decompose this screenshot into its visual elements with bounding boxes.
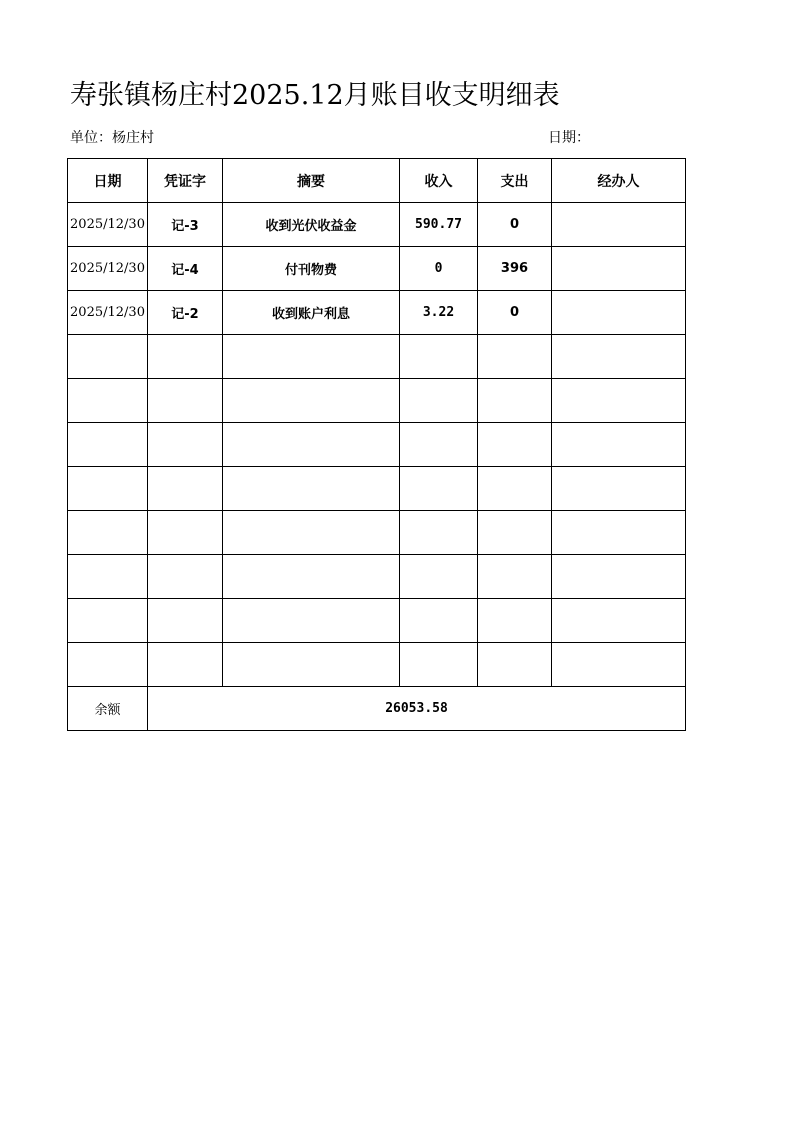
cell-handler <box>552 555 686 599</box>
table-row <box>68 379 686 423</box>
date-label: 日期： <box>548 130 590 146</box>
cell-summary <box>223 555 400 599</box>
table-header-row <box>68 159 686 203</box>
header-expense: 支出 <box>478 159 552 203</box>
cell-summary <box>223 511 400 555</box>
cell-income <box>400 643 478 687</box>
cell-income: 3.22 <box>400 291 478 335</box>
balance-row <box>68 687 686 731</box>
cell-income: 590.77 <box>400 203 478 247</box>
cell-income <box>400 555 478 599</box>
cell-handler <box>552 247 686 291</box>
cell-income <box>400 335 478 379</box>
cell-voucher <box>148 555 223 599</box>
cell-date <box>68 379 148 423</box>
cell-expense: 396 <box>478 247 552 291</box>
cell-voucher <box>148 467 223 511</box>
cell-date: 2025/12/30 <box>68 203 148 247</box>
cell-handler <box>552 467 686 511</box>
table-row <box>68 555 686 599</box>
cell-voucher <box>148 599 223 643</box>
cell-handler <box>552 643 686 687</box>
cell-date <box>68 555 148 599</box>
table-row <box>68 643 686 687</box>
cell-summary <box>223 423 400 467</box>
table-row <box>68 291 686 335</box>
header-handler: 经办人 <box>552 159 686 203</box>
cell-date: 2025/12/30 <box>68 291 148 335</box>
unit-label: 单位：杨庄村 <box>70 130 154 146</box>
cell-date <box>68 643 148 687</box>
cell-summary: 付刊物费 <box>223 247 400 291</box>
table-row <box>68 423 686 467</box>
cell-expense: 0 <box>478 291 552 335</box>
cell-handler <box>552 335 686 379</box>
cell-voucher: 记-2 <box>148 291 223 335</box>
table-row <box>68 335 686 379</box>
cell-summary <box>223 643 400 687</box>
cell-voucher: 记-3 <box>148 203 223 247</box>
cell-income <box>400 423 478 467</box>
cell-expense <box>478 467 552 511</box>
cell-date <box>68 423 148 467</box>
cell-expense <box>478 511 552 555</box>
cell-expense <box>478 555 552 599</box>
cell-expense <box>478 379 552 423</box>
header-income: 收入 <box>400 159 478 203</box>
cell-summary <box>223 379 400 423</box>
header-voucher: 凭证字 <box>148 159 223 203</box>
cell-income: 0 <box>400 247 478 291</box>
ledger-table <box>67 158 686 731</box>
cell-voucher <box>148 423 223 467</box>
cell-expense <box>478 599 552 643</box>
cell-handler <box>552 291 686 335</box>
table-row <box>68 203 686 247</box>
cell-voucher: 记-4 <box>148 247 223 291</box>
cell-summary: 收到光伏收益金 <box>223 203 400 247</box>
cell-handler <box>552 379 686 423</box>
cell-voucher <box>148 335 223 379</box>
cell-summary <box>223 599 400 643</box>
cell-expense <box>478 335 552 379</box>
balance-value: 26053.58 <box>148 687 686 731</box>
cell-income <box>400 599 478 643</box>
cell-expense: 0 <box>478 203 552 247</box>
cell-date <box>68 511 148 555</box>
table-row <box>68 467 686 511</box>
cell-date <box>68 335 148 379</box>
cell-date: 2025/12/30 <box>68 247 148 291</box>
cell-summary <box>223 467 400 511</box>
cell-expense <box>478 643 552 687</box>
cell-expense <box>478 423 552 467</box>
cell-voucher <box>148 643 223 687</box>
cell-date <box>68 467 148 511</box>
table-row <box>68 599 686 643</box>
cell-summary <box>223 335 400 379</box>
cell-voucher <box>148 379 223 423</box>
table-row <box>68 511 686 555</box>
cell-summary: 收到账户利息 <box>223 291 400 335</box>
cell-voucher <box>148 511 223 555</box>
cell-handler <box>552 511 686 555</box>
table-row <box>68 247 686 291</box>
page-title: 寿张镇杨庄村2025.12月账目收支明细表 <box>70 80 560 111</box>
cell-income <box>400 511 478 555</box>
cell-handler <box>552 203 686 247</box>
header-date: 日期 <box>68 159 148 203</box>
balance-label: 余额 <box>68 687 148 731</box>
cell-handler <box>552 599 686 643</box>
header-summary: 摘要 <box>223 159 400 203</box>
cell-date <box>68 599 148 643</box>
cell-income <box>400 379 478 423</box>
cell-income <box>400 467 478 511</box>
cell-handler <box>552 423 686 467</box>
